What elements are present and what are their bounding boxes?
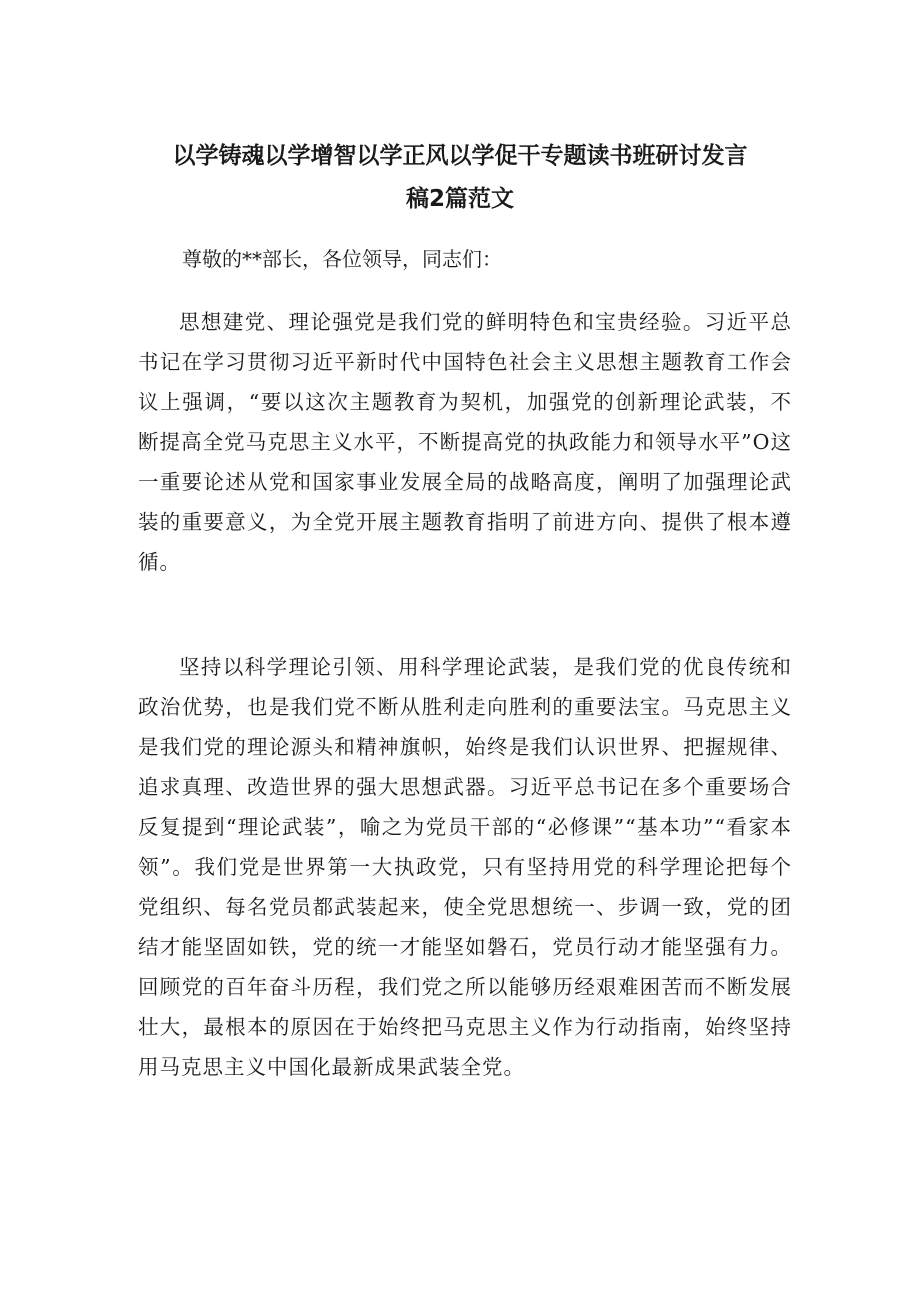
salutation: 尊敬的**部长，各位领导，同志们： <box>182 247 502 271</box>
paragraph-1: 思想建党、理论强党是我们党的鲜明特色和宝贵经验。习近平总书记在学习贯彻习近平新时代中国特色社会主义思想主题教育工作会议上强调，“要以这次主题教育为契机，加强党的创新理论武装，不断提高全党马克思主义水平，不断提高党的执政能力和领导水平”O这一重要论述从党和国家事业发展全局的战略高度，阐明了加强理论武装的重要意义，为全党开展主题教育指明了前进方向、提供了根本遵循。 <box>138 310 792 574</box>
title-line-1: 以学铸魂以学增智以学正风以学促干专题读书班研讨发言 <box>172 143 748 169</box>
document-title <box>130 135 790 221</box>
paragraph-2: 坚持以科学理论引领、用科学理论武装，是我们党的优良传统和政治优势，也是我们党不断从胜利走向胜利的重要法宝。马克思主义是我们党的理论源头和精神旗帜，始终是我们认识世界、把握规律、追求真理、改造世界的强大思想武器。习近平总书记在多个重要场合反复提到“理论武装”，喻之为党员干部的“必修课”“基本功”“看家本领”。我们党是世界第一大执政党，只有坚持用党的科学理论把每个党组织、每名党员都武装起来，使全党思想统一、步调一致，党的团结才能坚固如铁，党的统一才能坚如磐石，党员行动才能坚强有力。回顾党的百年奋斗历程，我们党之所以能够历经艰难困苦而不断发展壮大，最根本的原因在于始终把马克思主义作为行动指南，始终坚持用马克思主义中国化最新成果武装全党。 <box>138 655 792 1079</box>
title-line-2: 稿2篇范文 <box>405 186 514 212</box>
